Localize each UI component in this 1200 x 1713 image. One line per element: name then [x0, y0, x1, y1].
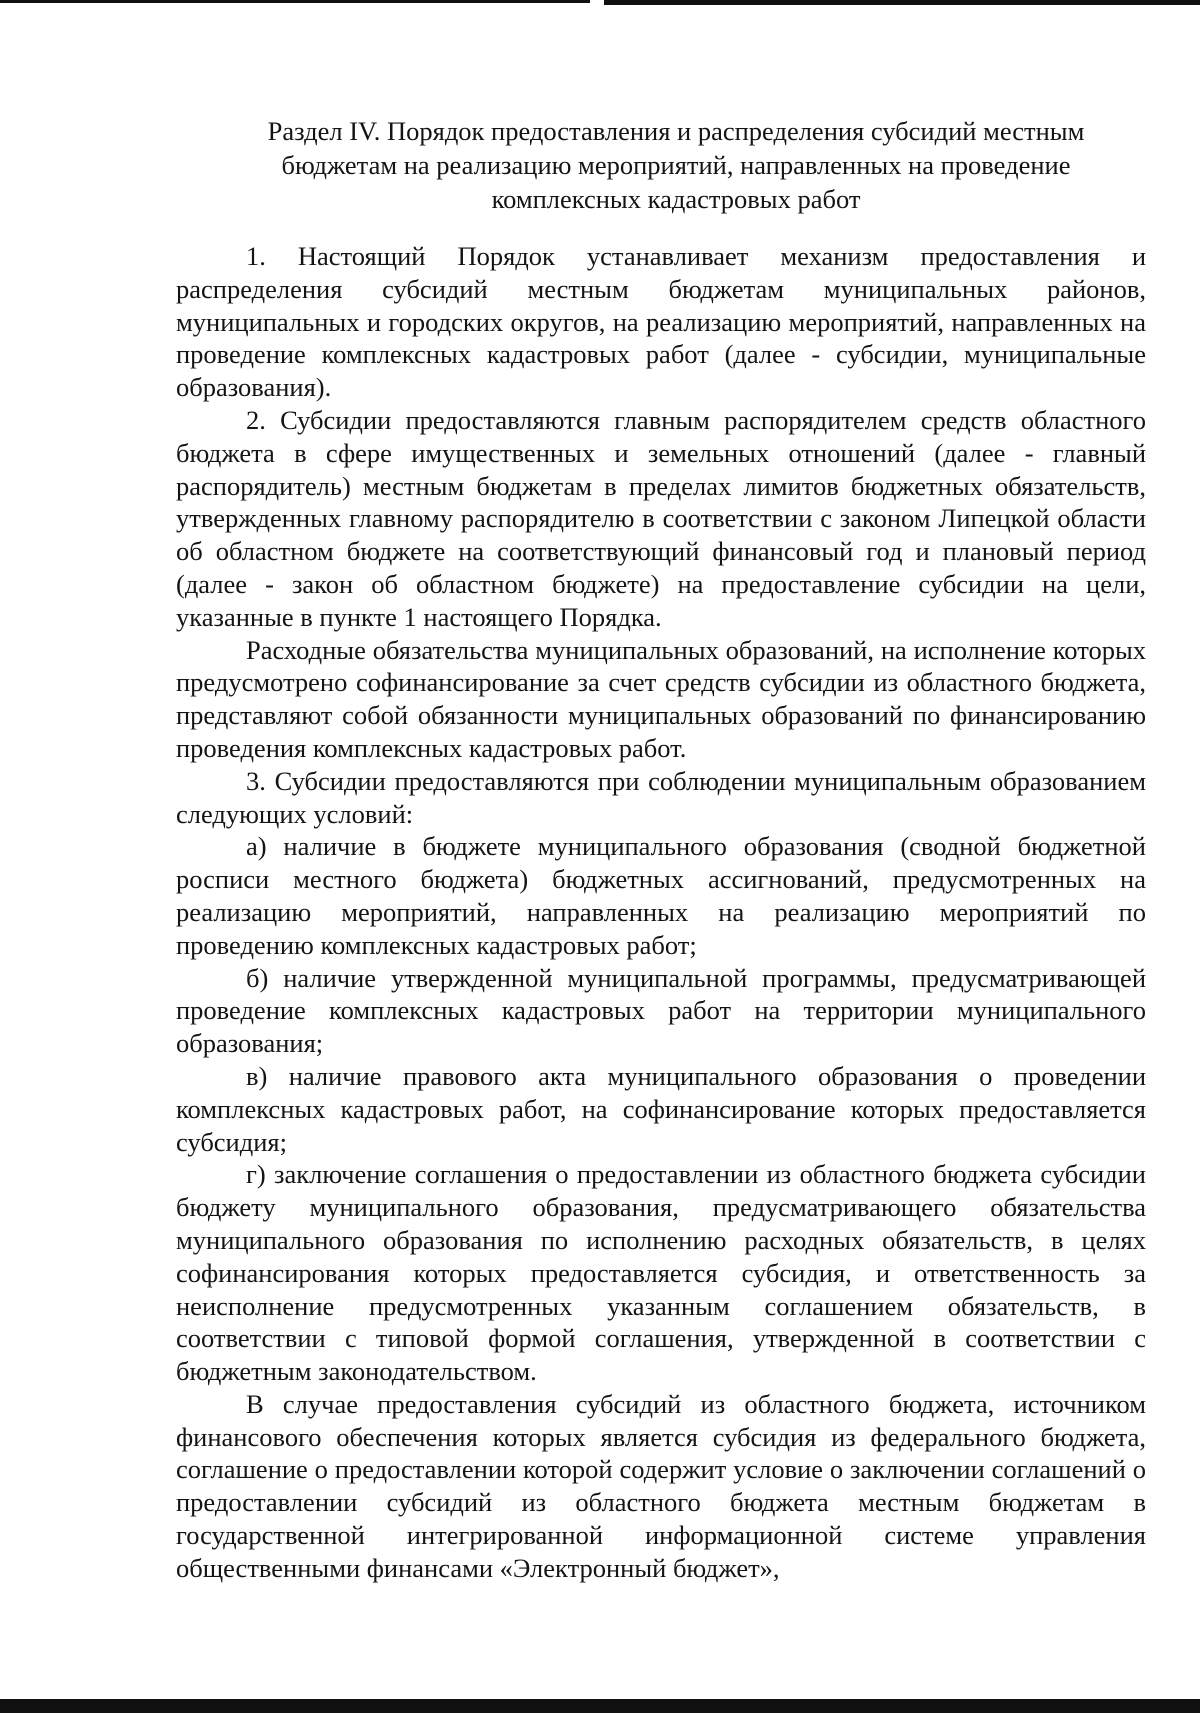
paragraph-2-continued: Расходные обязательства муниципальных образований, на исполнение которых предусмотрено софинансирование за счет средств субсидии из областного бюджета, представляют собой обязанности муниципальных образований по финансированию проведения комплексных кадастровых работ.	[176, 634, 1146, 763]
condition-b: б) наличие утвержденной муниципальной программы, предусматривающей проведение комплексных кадастровых работ на территории муниципального образования;	[176, 962, 1146, 1059]
paragraph-2: 2. Субсидии предоставляются главным распорядителем средств областного бюджета в сфере имущественных и земельных отношений (далее - главный распорядитель) местным бюджетам в пределах лимитов бюджетных обязательств, утвержденных главному распорядителю в соответствии с законом Липецкой области об областном бюджете на соответствующий финансовый год и плановый период (далее - закон об областном бюджете) на предоставление субсидии на цели, указанные в пункте 1 настоящего Порядка.	[176, 404, 1146, 632]
scan-edge-top-left	[0, 0, 590, 3]
scan-edge-top-right	[604, 0, 1200, 5]
section-title	[176, 114, 1146, 216]
section-title-line-2: бюджетам на реализацию мероприятий, направленных на проведение	[281, 150, 1071, 180]
condition-g: г) заключение соглашения о предоставлении из областного бюджета субсидии бюджету муниципального образования, предусматривающего обязательства муниципального образования по исполнению расходных обязательств, в целях софинансирования которых предоставляется субсидия, и ответственность за неисполнение предусмотренных указанным соглашением обязательств, в соответствии с типовой формой соглашения, утвержденной в соответствии с бюджетным законодательством.	[176, 1159, 1146, 1387]
document-page	[176, 114, 1146, 1585]
condition-v: в) наличие правового акта муниципального образования о проведении комплексных кадастровых работ, на софинансирование которых предоставляется субсидия;	[176, 1060, 1146, 1157]
paragraph-electronic-budget: В случае предоставления субсидий из областного бюджета, источником финансового обеспечения которых является субсидия из федерального бюджета, соглашение о предоставлении которой содержит условие о заключении соглашений о предоставлении субсидий из областного бюджета местным бюджетам в государственной интегрированной информационной системе управления общественными финансами «Электронный бюджет»,	[176, 1388, 1146, 1583]
paragraph-1: 1. Настоящий Порядок устанавливает механизм предоставления и распределения субсидий местным бюджетам муниципальных районов, муниципальных и городских округов, на реализацию мероприятий, направленных на проведение комплексных кадастровых работ (далее - субсидии, муниципальные образования).	[176, 241, 1146, 403]
document-body	[176, 240, 1146, 1585]
condition-a: а) наличие в бюджете муниципального образования (сводной бюджетной росписи местного бюджета) бюджетных ассигнований, предусмотренных на реализацию мероприятий, направленных на реализацию мероприятий по проведению комплексных кадастровых работ;	[176, 831, 1146, 960]
section-title-line-1: Раздел IV. Порядок предоставления и распределения субсидий местным	[267, 116, 1085, 146]
paragraph-3: 3. Субсидии предоставляются при соблюдении муниципальным образованием следующих условий:	[176, 765, 1146, 829]
scan-edge-bottom	[0, 1699, 1200, 1713]
section-title-line-3: комплексных кадастровых работ	[491, 184, 861, 214]
